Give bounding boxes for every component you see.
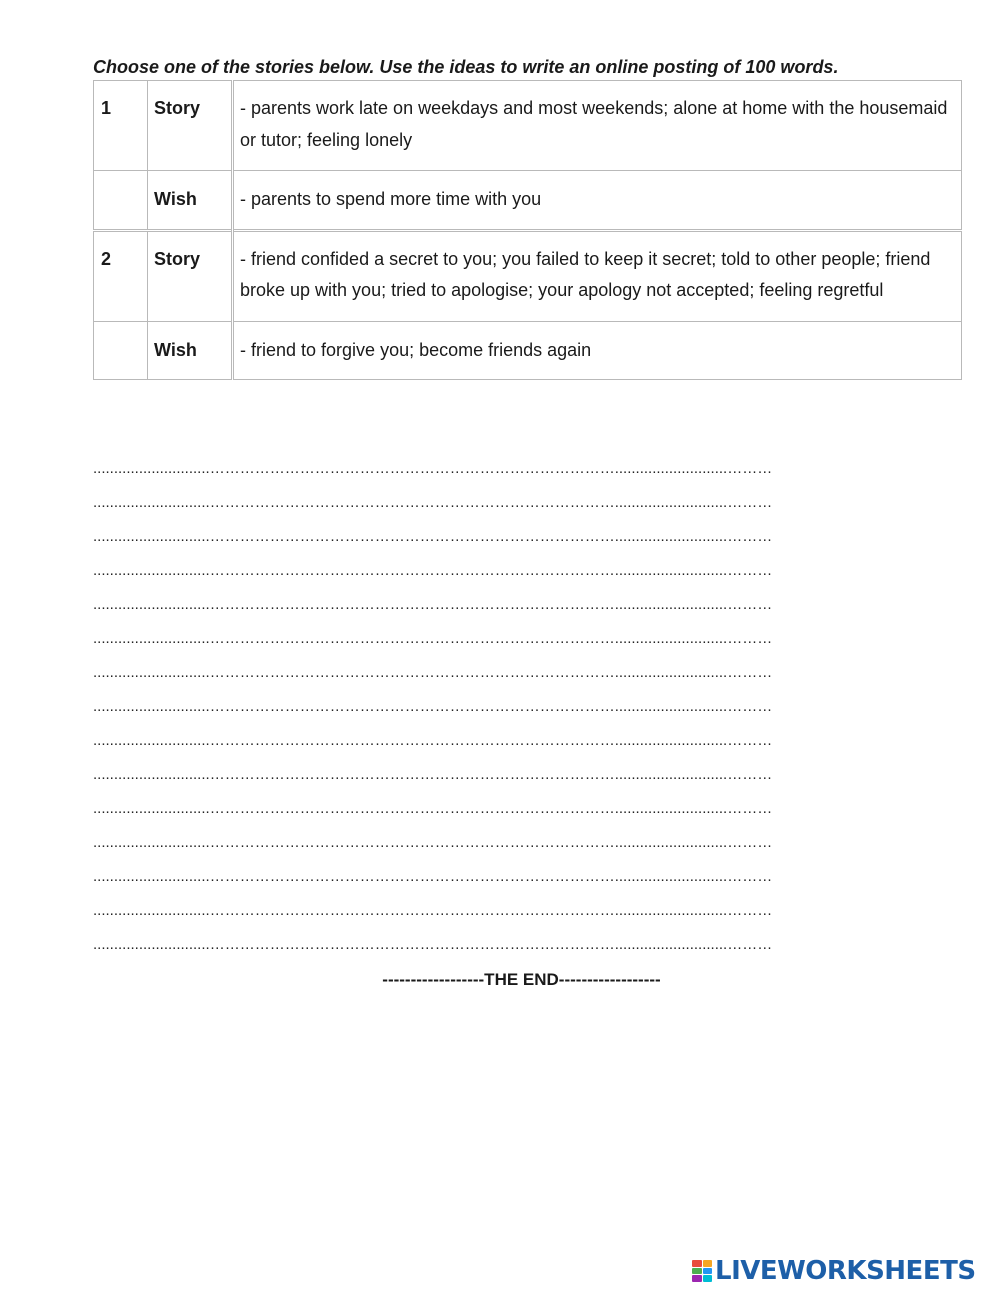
table-row [94,321,962,380]
writing-line[interactable]: ............................………………………………………………………………………...........................……… [93,528,773,545]
story-label: Story [148,230,233,321]
logo-block [703,1268,713,1275]
writing-line[interactable]: ............................………………………………………………………………………...........................……… [93,460,773,477]
logo-block [703,1275,713,1282]
writing-line[interactable]: ............................………………………………………………………………………...........................……… [93,596,773,613]
logo-block [692,1268,702,1275]
writing-line[interactable]: ............................………………………………………………………………………...........................……… [93,834,773,851]
writing-line[interactable]: ............................………………………………………………………………………...........................……… [93,664,773,681]
instruction-text: Choose one of the stories below. Use the ideas to write an online posting of 100 words. [93,57,839,77]
wish-ideas: - parents to spend more time with you [233,171,962,231]
table-row [94,171,962,231]
story-label: Story [148,81,233,171]
writing-line[interactable]: ............................………………………………………………………………………...........................……… [93,902,773,919]
table-row [94,230,962,321]
wish-ideas: - friend to forgive you; become friends again [233,321,962,380]
story-ideas: - parents work late on weekdays and most weekends; alone at home with the housemaid or tutor; feeling lonely [233,81,962,171]
writing-area[interactable] [93,452,948,962]
logo-block [692,1260,702,1267]
story-number: 1 [94,81,148,171]
writing-line[interactable]: ............................………………………………………………………………………...........................……… [93,698,773,715]
liveworksheets-logo-icon [692,1260,712,1282]
writing-line[interactable]: ............................………………………………………………………………………...........................……… [93,562,773,579]
writing-line[interactable]: ............................………………………………………………………………………...........................……… [93,800,773,817]
liveworksheets-logo-text: LIVEWORKSHEETS [715,1256,976,1286]
story-number: 2 [94,230,148,321]
the-end-text: ------------------THE END------------------ [382,970,661,989]
logo-block [703,1260,713,1267]
stories-table [93,80,962,380]
writing-line[interactable]: ............................………………………………………………………………………...........................……… [93,732,773,749]
writing-line[interactable]: ............................………………………………………………………………………...........................……… [93,766,773,783]
empty-cell [94,171,148,231]
writing-line[interactable]: ............................………………………………………………………………………...........................……… [93,630,773,647]
logo-block [692,1275,702,1282]
liveworksheets-logo[interactable] [692,1256,976,1286]
writing-line[interactable]: ............................………………………………………………………………………...........................……… [93,494,773,511]
story-ideas: - friend confided a secret to you; you failed to keep it secret; told to other people; friend broke up with you; tried to apologise; your apology not accepted; feeling regretful [233,230,962,321]
wish-label: Wish [148,321,233,380]
writing-line[interactable]: ............................………………………………………………………………………...........................……… [93,936,773,953]
table-row [94,81,962,171]
writing-line[interactable]: ............................………………………………………………………………………...........................……… [93,868,773,885]
empty-cell [94,321,148,380]
wish-label: Wish [148,171,233,231]
